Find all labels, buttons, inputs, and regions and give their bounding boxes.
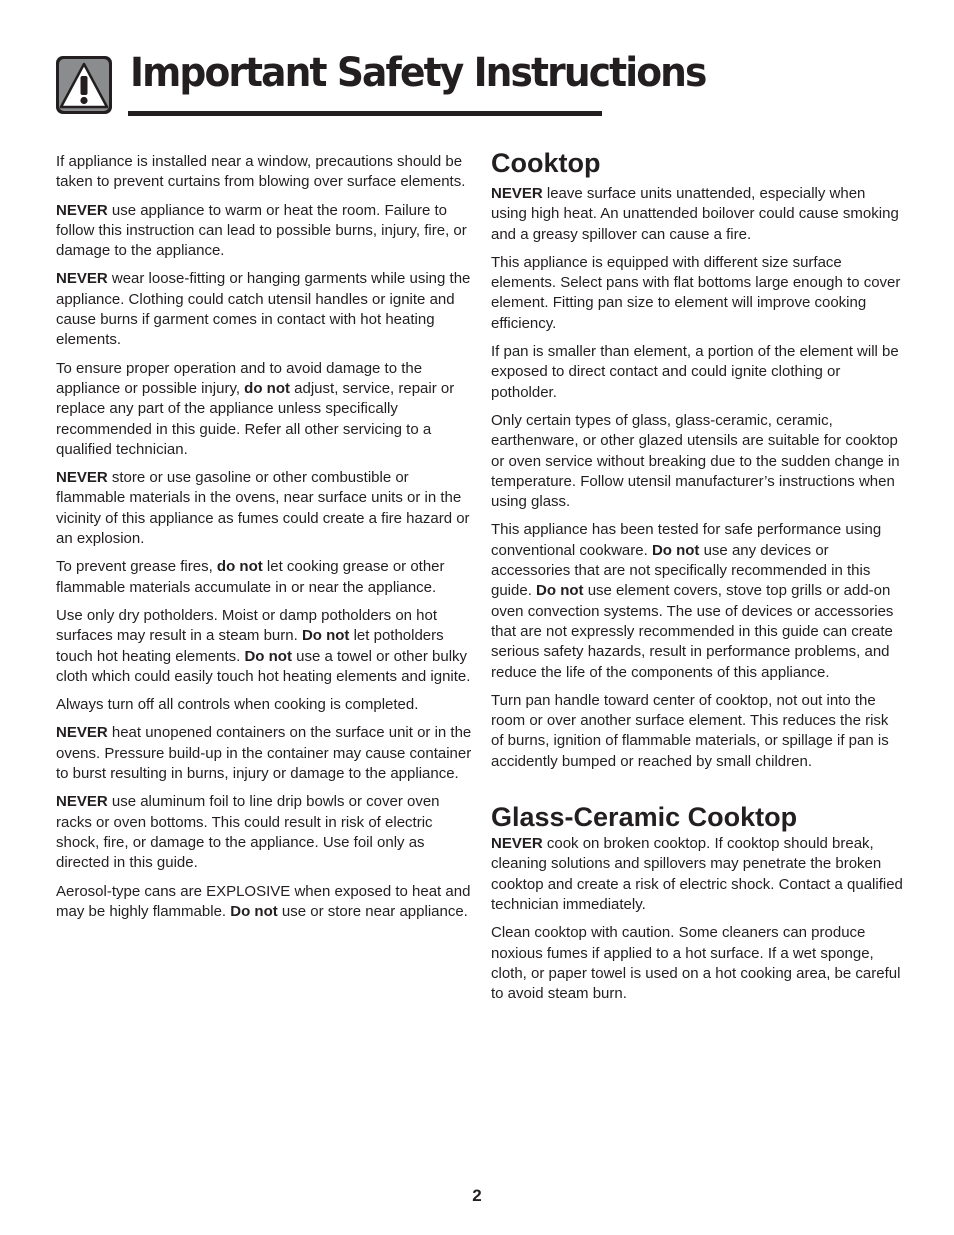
page-title: Important Safety Instructions	[130, 50, 706, 96]
paragraph-conventional-cookware: This appliance has been tested for safe performance using conventional cookware. Do not use any devices or accessories that are not specifically recommended in this guide. Do not use element covers, stove top grills or add-on oven convection systems. The use of devices or accessories that are not expressly recommended in this guide can create serious safety hazards, result in performance problems, and reduce the life of the components of this appliance.	[491, 521, 894, 681]
paragraph-clean-caution: Clean cooktop with caution. Some cleaners can produce noxious fumes if applied to a hot surface. If a wet sponge, cloth, or paper towel is used on a hot cooking area, be careful to avoid steam burn.	[491, 924, 901, 1003]
paragraph-unattended-units: NEVER leave surface units unattended, especially when using high heat. An unattended boilover could cause smoking and a greasy spillover can cause a fire.	[491, 185, 899, 243]
paragraph-heat-room: NEVER use appliance to warm or heat the room. Failure to follow this instruction can lead to possible burns, injury, fire, or damage to the appliance.	[56, 201, 467, 260]
paragraph-turn-off-controls: Always turn off all controls when cooking is completed.	[56, 696, 419, 714]
paragraph-pan-handle: Turn pan handle toward center of cooktop, not out into the room or over another surface element. This reduces the risk of burns, ignition of flammable materials, or spillage if pan is accidently bumped or reached by small children.	[491, 691, 889, 770]
paragraph-broken-cooktop: NEVER cook on broken cooktop. If cooktop should break, cleaning solutions and spillovers may penetrate the broken cooktop and create a risk of electric shock. Contact a qualified technician immediately.	[491, 835, 903, 913]
section-heading-glass-ceramic: Glass-Ceramic Cooktop	[491, 802, 798, 833]
paragraph-aerosol-cans: Aerosol-type cans are EXPLOSIVE when exposed to heat and may be highly flammable. Do not use or store near appliance.	[56, 882, 471, 920]
left-column	[56, 152, 472, 930]
paragraph-unopened-containers: NEVER heat unopened containers on the surface unit or in the ovens. Pressure build-up in the container may cause container to burst resulting in burns, injury or damage to the appliance.	[56, 724, 472, 783]
paragraph-window-curtains: If appliance is installed near a window, precautions should be taken to prevent curtains from blowing over surface elements.	[56, 153, 466, 191]
page-number: 2	[472, 1186, 482, 1205]
right-column	[491, 146, 903, 1012]
paragraph-gasoline: NEVER store or use gasoline or other combustible or flammable materials in the ovens, near surface units or in the vicinity of this appliance as fumes could create a fire hazard or an explosion.	[56, 469, 470, 548]
section-heading-cooktop: Cooktop	[491, 148, 601, 178]
paragraph-loose-garments: NEVER wear loose-fitting or hanging garments while using the appliance. Clothing could catch utensil handles or ignite and cause burns if garment comes in contact with hot heating elements.	[56, 270, 471, 349]
paragraph-grease-fires: To prevent grease fires, do not let cooking grease or other flammable materials accumulate in or near the appliance.	[56, 558, 445, 596]
paragraph-glass-utensils: Only certain types of glass, glass-ceramic, ceramic, earthenware, or other glazed utensils are suitable for cooktop or oven service without breaking due to the sudden change in temperature. Follow utensil manufacturer’s instructions when using glass.	[491, 411, 900, 511]
paragraph-small-pan: If pan is smaller than element, a portion of the element will be exposed to direct contact and could ignite clothing or potholder.	[491, 343, 899, 401]
title-divider	[128, 111, 602, 116]
paragraph-potholders: Use only dry potholders. Moist or damp potholders on hot surfaces may result in a steam burn. Do not let potholders touch hot heating elements. Do not use a towel or other bulky cloth which could easily touch hot heating elements and ignite.	[56, 606, 471, 685]
paragraph-aluminum-foil: NEVER use aluminum foil to line drip bowls or cover oven racks or oven bottoms. This could result in risk of electric shock, fire, or damage to the appliance. Use foil only as directed in this guide.	[56, 793, 440, 872]
paragraph-pan-size: This appliance is equipped with different size surface elements. Select pans with flat bottoms large enough to cover element. Fitting pan size to element will improve cooking efficiency.	[491, 253, 901, 332]
warning-triangle-icon	[56, 56, 112, 114]
paragraph-servicing: To ensure proper operation and to avoid damage to the appliance or possible injury, do not adjust, service, repair or replace any part of the appliance unless specifically recommended in this guide. Refer all other servicing to a qualified technician.	[56, 359, 455, 458]
